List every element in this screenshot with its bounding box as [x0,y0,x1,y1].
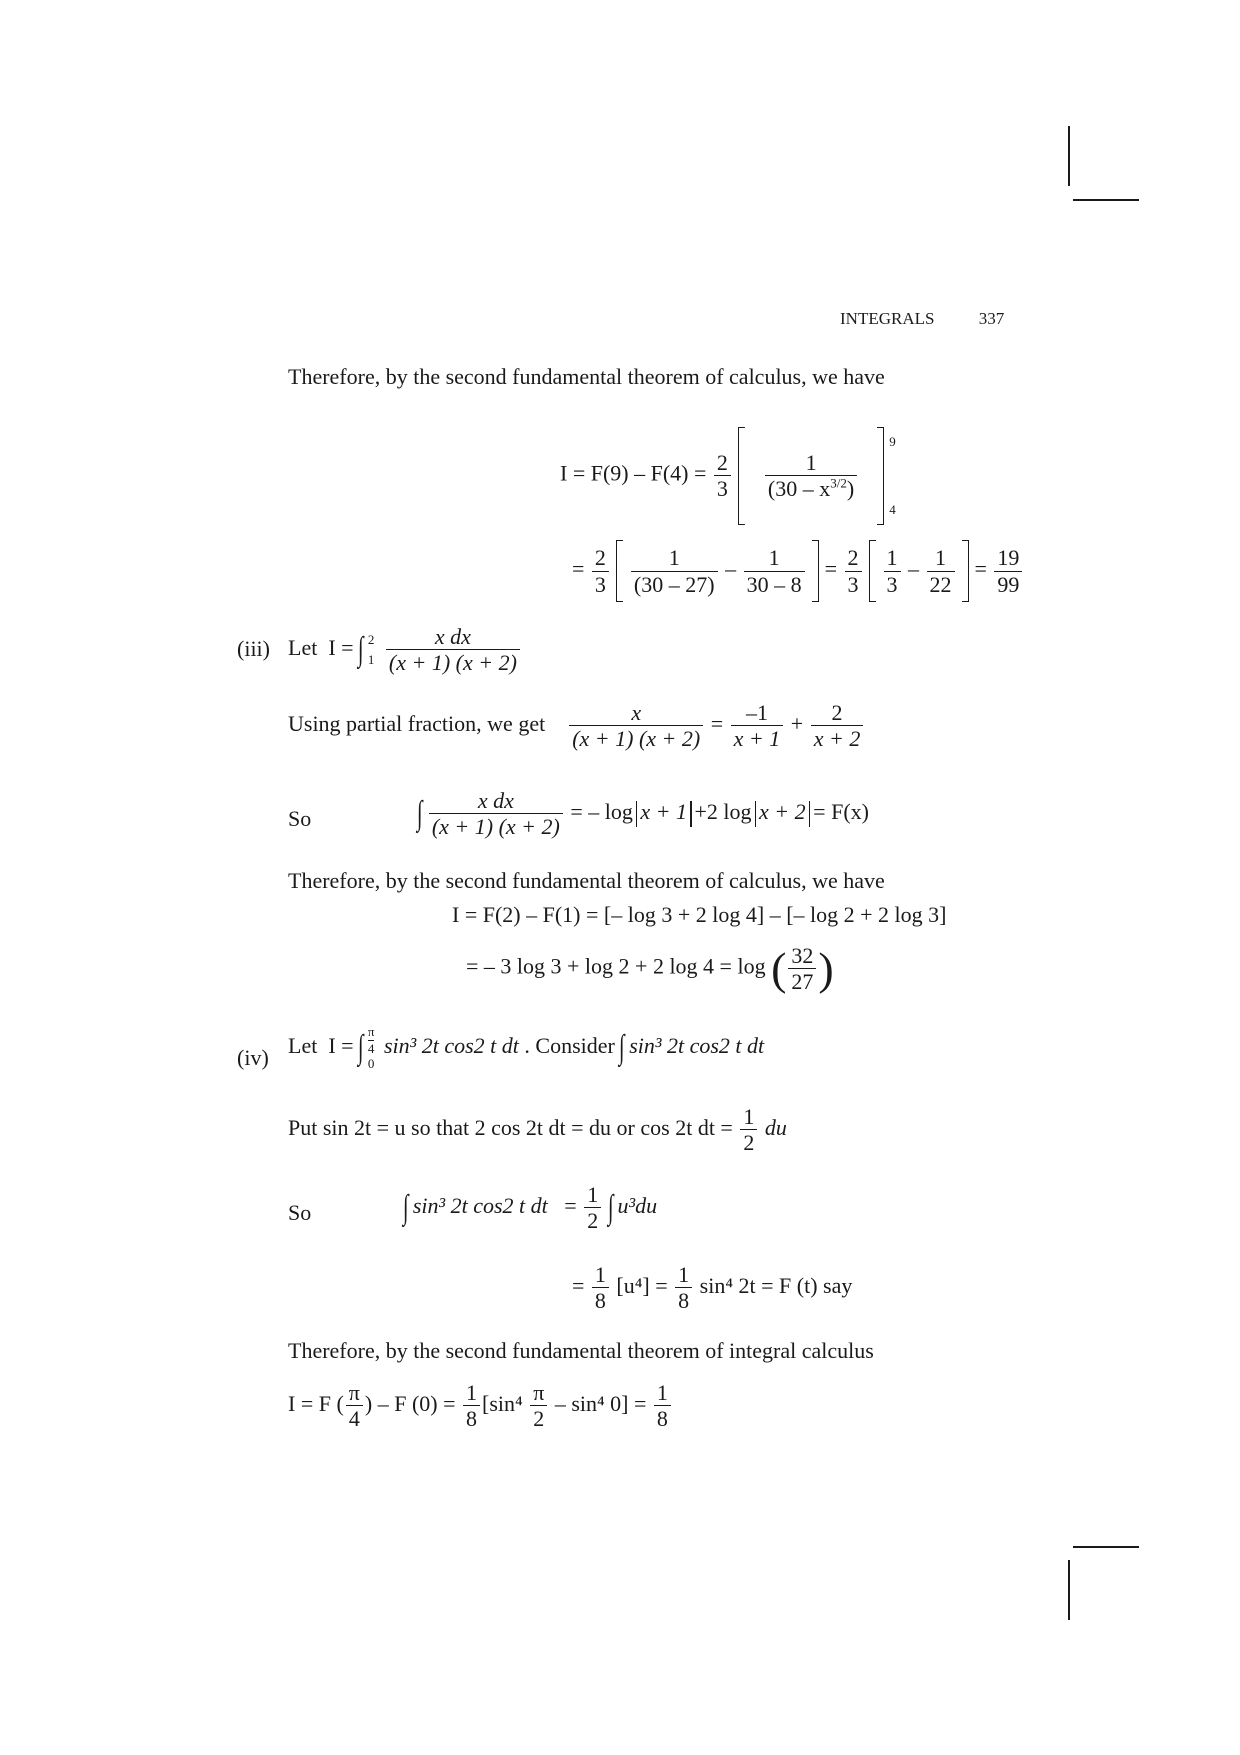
equation-4: = – 3 log 3 + log 2 + 2 log 4 = log ( $\frac{32}{27}$ ) [466,942,834,994]
paragraph-therefore-1: Therefore, by the second fundamental theorem of calculus, we have [288,364,885,389]
let-integral-iii: Let I = ∫ 2 1 $\frac{\text{x dx}}{(x + 1) (x + 2)}$ [288,624,522,676]
so-label-iii: So [288,806,312,831]
result-fraction: $\frac{19}{99}$ [994,545,1022,597]
final-equation: I = F ( $\frac{\pi}{4}$ ) – F (0) = $\frac{1}{8}$ [sin⁴ $\frac{\pi}{2}$ – sin⁴ 0] = $\frac{1}{8}$ [288,1380,673,1432]
fraction: $\frac{1}{3}$ [884,545,901,597]
integral-sign-icon: ∫ [357,630,364,668]
fraction: $\frac{2}{3}$ [714,450,731,502]
equation-5: = $\frac{1}{8}$ [u⁴] = $\frac{1}{8}$ sin⁴ 2t = F (t) say [572,1262,853,1314]
abs-bar [755,801,757,827]
running-header [840,309,1004,329]
integral-sign-icon: ∫ [402,1188,409,1226]
abs-bar [636,801,638,827]
equation-2: = $\frac{2}{3}$ $\frac{1}{(30 - 27)}$ – $\frac{1}{30 - 8}$ = $\frac{2}{3}$ $\frac{1}{3}$ – $\frac{1}{22}$ = $\frac{19}{99}$ [572,540,1024,602]
crop-mark-bottom-horizontal [1073,1546,1139,1548]
integral-sign-icon: ∫ [357,1028,364,1066]
page-number: 337 [978,309,1005,328]
item-label-iv: (iv) [237,1045,269,1070]
abs-bar [690,801,692,827]
bracket-right [877,427,884,525]
crop-mark-top-horizontal [1073,199,1139,201]
paragraph-therefore-3: Therefore, by the second fundamental theorem of integral calculus [288,1338,874,1363]
crop-mark-bottom-vertical [1068,1560,1070,1620]
antiderivative-iv: ∫ sin³ 2t cos2 t dt = $\frac{1}{2}$ ∫ u³du [402,1182,658,1234]
fraction: $\frac{1}{(30 - x^{3/2})}$ [765,450,857,502]
substitution-line: Put sin 2t = u so that 2 cos 2t dt = du or cos 2t dt = $\frac{1}{2}$ du [288,1104,787,1156]
partial-fraction-line: Using partial fraction, we get $\frac{x}{(x + 1) (x + 2)}$ = $\frac{-1}{x + 1}$ + $\frac{2}{x + 2}$ [288,700,865,752]
integral-sign-icon: ∫ [619,1028,625,1066]
so-label-iv: So [288,1200,312,1225]
equation-3: I = F(2) – F(1) = [– log 3 + 2 log 4] – [– log 2 + 2 log 3] [452,902,947,927]
integral-sign-icon: ∫ [416,794,423,832]
fraction: $\frac{1}{30 - 8}$ [744,545,805,597]
antiderivative-iii: ∫ $\frac{\text{x dx}}{(x + 1) (x + 2)}$ = – log x + 1 +2 log x + 2 = F(x) [416,788,869,840]
integral-sign-icon: ∫ [607,1188,614,1226]
integrand-fraction: $\frac{\text{x dx}}{(x + 1) (x + 2)}$ [386,624,520,676]
let-integral-iv: Let I = ∫ π 4 0 sin³ 2t cos2 t dt . Consider ∫ sin³ 2t cos2 t dt [288,1024,765,1072]
bracket-left [738,427,745,525]
paragraph-therefore-2: Therefore, by the second fundamental theorem of calculus, we have [288,868,885,893]
fraction: $\frac{1}{(30 - 27)}$ [631,545,718,597]
fraction: $\frac{1}{22}$ [927,545,955,597]
crop-mark-top-vertical [1068,126,1070,186]
header-title: INTEGRALS [840,309,935,328]
equation-1: I = F(9) – F(4) = $\frac{2}{3}$ $\frac{1}{(30 - x^{3/2})}$ 9 4 [560,408,900,543]
evaluation-limits: 9 4 [889,434,896,517]
item-label-iii: (iii) [237,636,270,661]
abs-bar [809,801,811,827]
